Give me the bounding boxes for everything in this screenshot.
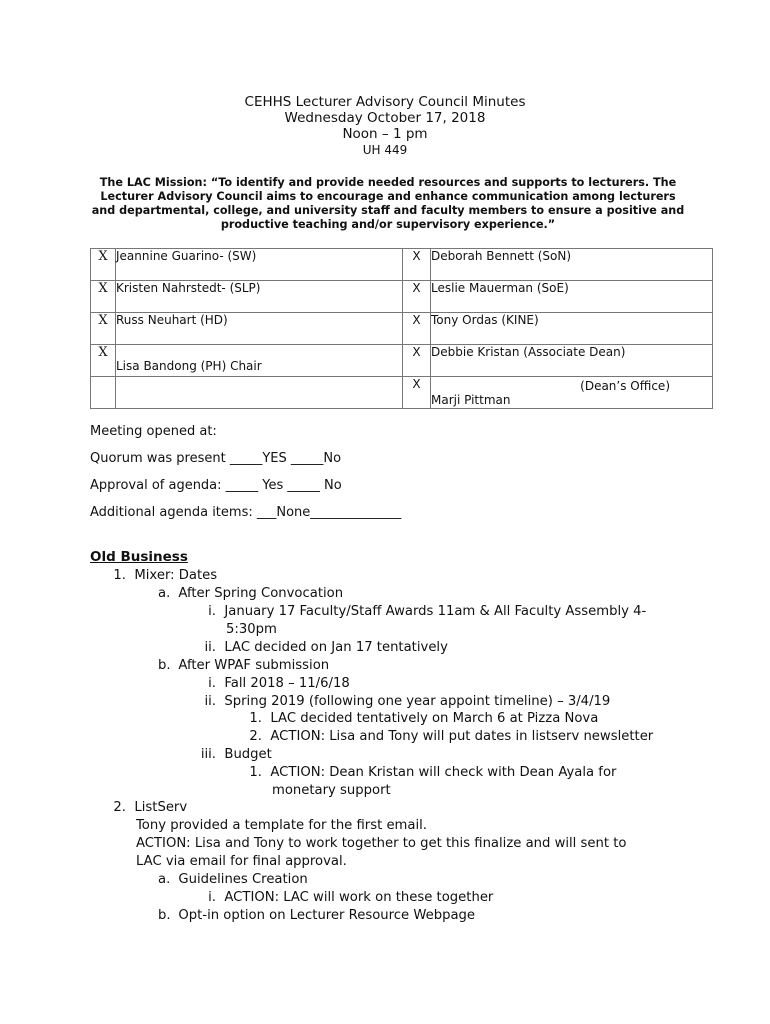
list-item: 1. Mixer: Dates xyxy=(113,568,218,583)
paragraph-line: Tony provided a template for the first email. xyxy=(136,818,427,833)
old-business-heading: Old Business xyxy=(90,549,188,565)
meeting-time: Noon – 1 pm xyxy=(342,126,428,142)
list-item: b. After WPAF submission xyxy=(158,658,330,673)
document-header xyxy=(0,94,770,158)
list-item: ii. LAC decided on Jan 17 tentatively xyxy=(204,640,448,655)
list-item: 1. LAC decided tentatively on March 6 at Pizza Nova xyxy=(249,711,599,726)
present-mark: X xyxy=(403,345,431,377)
attendance-table xyxy=(90,248,713,409)
list-item: b. Opt-in option on Lecturer Resource Webpage xyxy=(158,908,476,923)
member-name: Kristen Nahrstedt- (SLP) xyxy=(116,281,403,313)
attendance-row xyxy=(91,249,713,281)
present-mark: X xyxy=(91,345,116,377)
meeting-opened: Meeting opened at: xyxy=(90,424,217,439)
attendance-row xyxy=(91,345,713,377)
member-name: Jeannine Guarino- (SW) xyxy=(116,249,403,281)
list-item: iii. Budget xyxy=(200,747,272,762)
quorum-line: Quorum was present _____YES _____No xyxy=(90,451,342,466)
list-item: 2. ListServ xyxy=(113,800,188,815)
member-name: Marji Pittman xyxy=(431,393,511,407)
meeting-date: Wednesday October 17, 2018 xyxy=(284,110,486,126)
member-name xyxy=(116,377,403,409)
member-name: Debbie Kristan (Associate Dean) xyxy=(431,345,713,377)
member-name-cell xyxy=(431,377,713,409)
member-name-cell xyxy=(116,345,403,377)
attendance-row xyxy=(91,313,713,345)
list-item: i. January 17 Faculty/Staff Awards 11am & All Faculty Assembly 4- xyxy=(208,604,647,619)
attendance-row xyxy=(91,281,713,313)
present-mark: X xyxy=(403,281,431,313)
list-item-continuation: monetary support xyxy=(272,783,391,798)
present-mark: X xyxy=(403,249,431,281)
list-item: a. After Spring Convocation xyxy=(158,586,344,601)
present-mark xyxy=(91,377,116,409)
list-item: i. Fall 2018 – 11/6/18 xyxy=(208,676,350,691)
list-item: i. ACTION: LAC will work on these together xyxy=(208,890,494,905)
member-name: Deborah Bennett (SoN) xyxy=(431,249,713,281)
meeting-room: UH 449 xyxy=(362,143,408,157)
member-name: Leslie Mauerman (SoE) xyxy=(431,281,713,313)
present-mark: X xyxy=(91,313,116,345)
attendance-row xyxy=(91,377,713,409)
paragraph-line: LAC via email for final approval. xyxy=(136,854,347,869)
paragraph-line: ACTION: Lisa and Tony to work together to get this finalize and will sent to xyxy=(136,836,627,851)
member-name: Russ Neuhart (HD) xyxy=(116,313,403,345)
list-item: a. Guidelines Creation xyxy=(158,872,308,887)
present-mark: X xyxy=(91,281,116,313)
member-name: Lisa Bandong (PH) Chair xyxy=(116,359,262,373)
list-item: ii. Spring 2019 (following one year appoint timeline) – 3/4/19 xyxy=(204,694,611,709)
additional-items-line: Additional agenda items: ___None______________ xyxy=(90,505,402,520)
list-item: 1. ACTION: Dean Kristan will check with Dean Ayala for xyxy=(249,765,617,780)
member-office: (Dean’s Office) xyxy=(580,379,670,393)
present-mark: X xyxy=(403,313,431,345)
doc-title: CEHHS Lecturer Advisory Council Minutes xyxy=(244,94,526,110)
member-name: Tony Ordas (KINE) xyxy=(431,313,713,345)
list-item-continuation: 5:30pm xyxy=(226,622,277,637)
mission-statement: The LAC Mission: “To identify and provide needed resources and supports to lecturers. The Lecturer Advisory Council aims to encourage and enhance communication among lecturers and departmental, college, and university staff and faculty members to ensure a positive and productive teaching and/or supervisory experience.” xyxy=(91,176,685,231)
agenda-approval-line: Approval of agenda: _____ Yes _____ No xyxy=(90,478,342,493)
list-item: 2. ACTION: Lisa and Tony will put dates in listserv newsletter xyxy=(249,729,654,744)
present-mark: X xyxy=(91,249,116,281)
present-mark: X xyxy=(403,377,431,409)
